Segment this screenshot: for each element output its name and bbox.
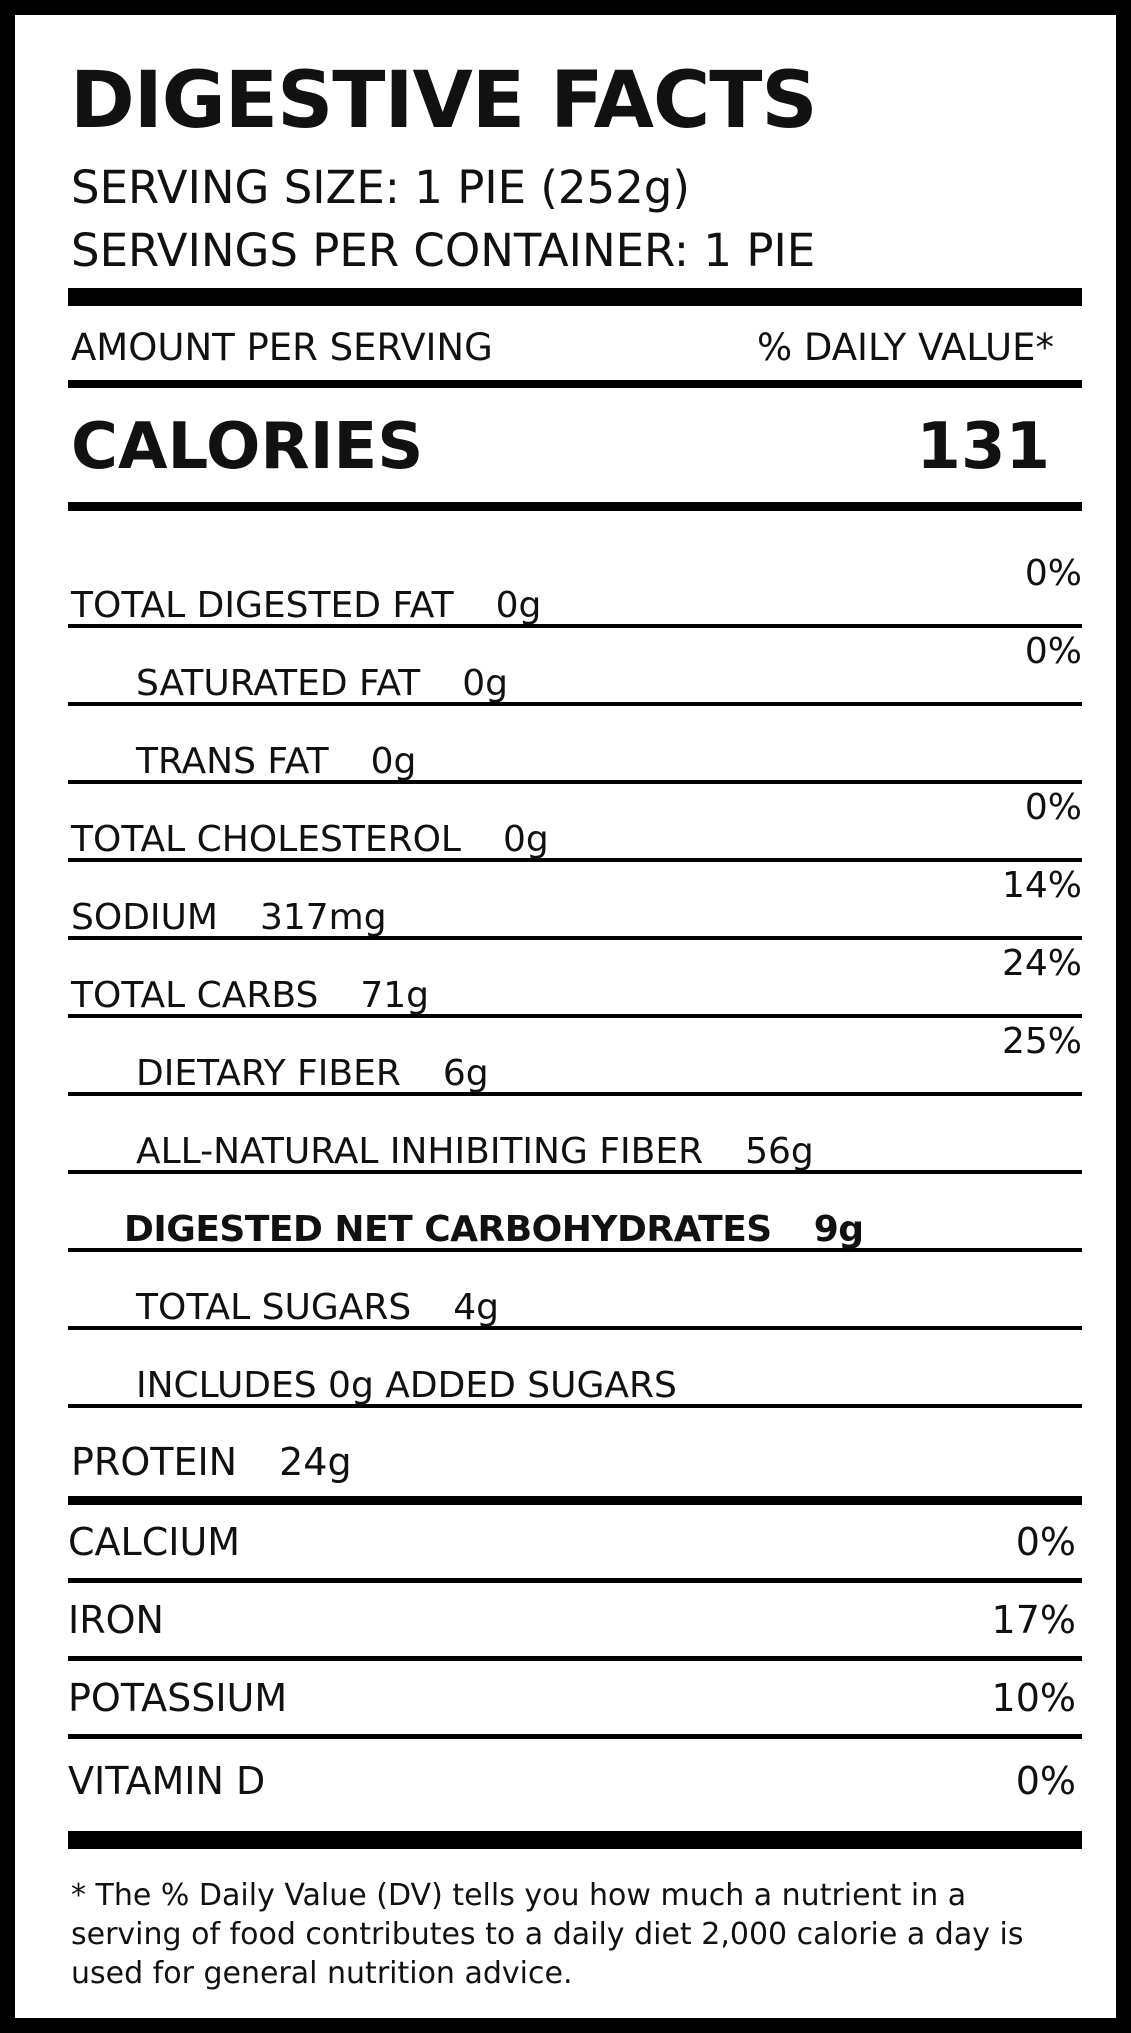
nutrient-amount: 56g: [745, 1131, 814, 1172]
nutrient-row-total-fat: [68, 550, 1082, 628]
nutrient-name: TOTAL CHOLESTEROL 0g: [71, 819, 549, 860]
nutrient-name: TRANS FAT 0g: [136, 741, 417, 782]
daily-value-label: % DAILY VALUE*: [756, 326, 1054, 369]
divider: [68, 1496, 1082, 1505]
nutrient-row-saturated-fat: [68, 628, 1082, 706]
mineral-row-iron: [68, 1583, 1082, 1661]
nutrient-name: TOTAL CARBS 71g: [71, 975, 430, 1016]
mineral-daily-value: 0%: [1015, 1520, 1076, 1564]
nutrient-daily-value: 14%: [1001, 865, 1082, 906]
mineral-daily-value: 0%: [1015, 1759, 1076, 1803]
nutrient-name: DIGESTED NET CARBOHYDRATES 9g: [124, 1209, 864, 1250]
footnote: * The % Daily Value (DV) tells you how much a nutrient in a serving of food contributes to a daily diet 2,000 calorie a day is used for general nutrition advice.: [71, 1878, 1024, 1991]
nutrient-amount: 9g: [813, 1209, 864, 1250]
nutrient-daily-value: 25%: [1001, 1021, 1082, 1062]
protein-row: [71, 1440, 352, 1484]
nutrient-daily-value: 0%: [1024, 631, 1082, 672]
nutrient-name: SATURATED FAT 0g: [136, 663, 508, 704]
mineral-name: CALCIUM: [68, 1520, 241, 1564]
mineral-name: VITAMIN D: [68, 1759, 266, 1803]
nutrient-amount: 0g: [495, 585, 542, 626]
nutrient-row-net-carbs: [68, 1174, 1082, 1252]
calories-label: CALORIES: [71, 410, 424, 484]
mineral-row-potassium: [68, 1661, 1082, 1739]
nutrient-name: TOTAL DIGESTED FAT 0g: [71, 585, 542, 626]
thick-divider: [68, 288, 1082, 306]
label-title: DIGESTIVE FACTS: [70, 56, 817, 146]
thick-divider: [68, 1831, 1082, 1849]
divider: [68, 502, 1082, 511]
nutrient-row-total-carbs: [68, 940, 1082, 1018]
nutrient-amount: 4g: [453, 1287, 500, 1328]
nutrient-amount: 71g: [360, 975, 430, 1016]
nutrient-daily-value: 0%: [1024, 787, 1082, 828]
calories-value: 131: [916, 410, 1050, 484]
nutrient-row-sodium: [68, 862, 1082, 940]
nutrient-amount: 24g: [279, 1440, 352, 1484]
nutrient-amount: 317mg: [259, 897, 387, 938]
nutrient-name: PROTEIN: [71, 1440, 238, 1484]
mineral-daily-value: 10%: [991, 1676, 1076, 1720]
nutrient-amount: 0g: [503, 819, 549, 860]
mineral-daily-value: 17%: [991, 1598, 1076, 1642]
nutrient-name: INCLUDES 0g ADDED SUGARS: [136, 1365, 677, 1406]
amount-per-serving-label: AMOUNT PER SERVING: [71, 326, 493, 369]
servings-per-container: SERVINGS PER CONTAINER: 1 PIE: [71, 224, 816, 277]
nutrient-daily-value: 0%: [1024, 553, 1082, 594]
nutrient-name: TOTAL SUGARS 4g: [136, 1287, 500, 1328]
nutrient-row-inhibiting-fiber: [68, 1096, 1082, 1174]
nutrient-row-total-sugars: [68, 1252, 1082, 1330]
nutrient-name: DIETARY FIBER 6g: [136, 1053, 489, 1094]
nutrient-amount: 0g: [370, 741, 417, 782]
mineral-name: IRON: [68, 1598, 164, 1642]
nutrient-row-dietary-fiber: [68, 1018, 1082, 1096]
mineral-row-vitamin-d: [68, 1739, 1082, 1817]
nutrient-daily-value: 24%: [1001, 943, 1082, 984]
divider: [68, 380, 1082, 388]
nutrient-amount: 0g: [462, 663, 508, 704]
nutrient-row-added-sugars: [68, 1330, 1082, 1408]
nutrient-amount: 6g: [442, 1053, 489, 1094]
mineral-name: POTASSIUM: [68, 1676, 288, 1720]
nutrient-row-cholesterol: [68, 784, 1082, 862]
nutrient-row-trans-fat: [68, 706, 1082, 784]
mineral-row-calcium: [68, 1505, 1082, 1583]
serving-size: SERVING SIZE: 1 PIE (252g): [71, 161, 690, 214]
nutrient-name: SODIUM 317mg: [71, 897, 387, 938]
nutrient-name: ALL-NATURAL INHIBITING FIBER 56g: [136, 1131, 814, 1172]
